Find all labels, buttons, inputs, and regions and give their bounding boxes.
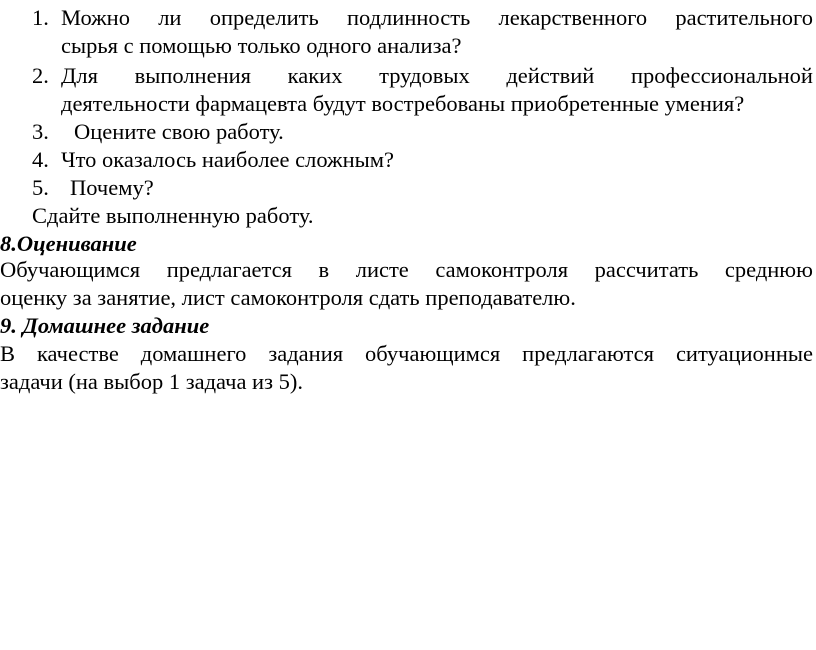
question-2-number: 2. bbox=[32, 63, 49, 88]
word: Обучающимся bbox=[0, 257, 141, 282]
word: Для bbox=[61, 63, 98, 88]
question-5 bbox=[0, 174, 816, 202]
word: рассчитать bbox=[594, 257, 699, 282]
word: ситуационные bbox=[675, 341, 813, 366]
question-1-text-line-2: сырья с помощью только одного анализа? bbox=[61, 33, 462, 58]
word: действий bbox=[506, 63, 595, 88]
question-3 bbox=[0, 118, 816, 146]
word: среднюю bbox=[724, 257, 813, 282]
question-1-text-line-1 bbox=[61, 4, 813, 32]
question-2-line-1 bbox=[0, 62, 816, 90]
word: ли bbox=[158, 5, 182, 30]
question-5-text: Почему? bbox=[70, 175, 154, 200]
question-1-line-2 bbox=[0, 32, 816, 60]
word: в bbox=[318, 257, 330, 282]
section-9-line-2: задачи (на выбор 1 задача из 5). bbox=[0, 369, 303, 394]
question-2-line-2 bbox=[0, 90, 816, 118]
question-3-number: 3. bbox=[32, 119, 49, 144]
section-8-line-2: оценку за занятие, лист самоконтроля сдать преподавателю. bbox=[0, 285, 576, 310]
word: задания bbox=[268, 341, 344, 366]
word: профессиональной bbox=[631, 63, 813, 88]
word: качестве bbox=[36, 341, 119, 366]
word: самоконтроля bbox=[435, 257, 569, 282]
question-4 bbox=[0, 146, 816, 174]
word: Можно bbox=[61, 5, 130, 30]
question-5-number: 5. bbox=[32, 175, 49, 200]
section-9-heading: 9. Домашнее задание bbox=[0, 313, 210, 338]
word: растительного bbox=[675, 5, 813, 30]
section-8-line-1 bbox=[0, 256, 813, 284]
section-9-line-1 bbox=[0, 340, 813, 368]
question-2-text-line-1 bbox=[61, 62, 813, 90]
question-2-text-line-2: деятельности фармацевта будут востребованы приобретенные умения? bbox=[61, 91, 745, 116]
submit-note-line bbox=[0, 202, 816, 230]
question-4-number: 4. bbox=[32, 147, 49, 172]
word: предлагается bbox=[166, 257, 292, 282]
word: трудовых bbox=[379, 63, 470, 88]
word: домашнего bbox=[140, 341, 247, 366]
submit-note: Сдайте выполненную работу. bbox=[32, 203, 314, 228]
word: определить bbox=[209, 5, 319, 30]
word: В bbox=[0, 341, 16, 366]
word: листе bbox=[355, 257, 409, 282]
word: каких bbox=[287, 63, 343, 88]
question-1-line-1 bbox=[0, 4, 816, 32]
word: выполнения bbox=[134, 63, 252, 88]
question-4-text: Что оказалось наиболее сложным? bbox=[61, 147, 394, 172]
word: обучающимся bbox=[365, 341, 501, 366]
section-8-heading: 8.Оценивание bbox=[0, 231, 137, 256]
word: подлинность bbox=[346, 5, 471, 30]
question-1-number: 1. bbox=[32, 5, 49, 30]
question-3-text: Оцените свою работу. bbox=[74, 119, 284, 144]
word: предлагаются bbox=[522, 341, 654, 366]
word: лекарственного bbox=[498, 5, 648, 30]
